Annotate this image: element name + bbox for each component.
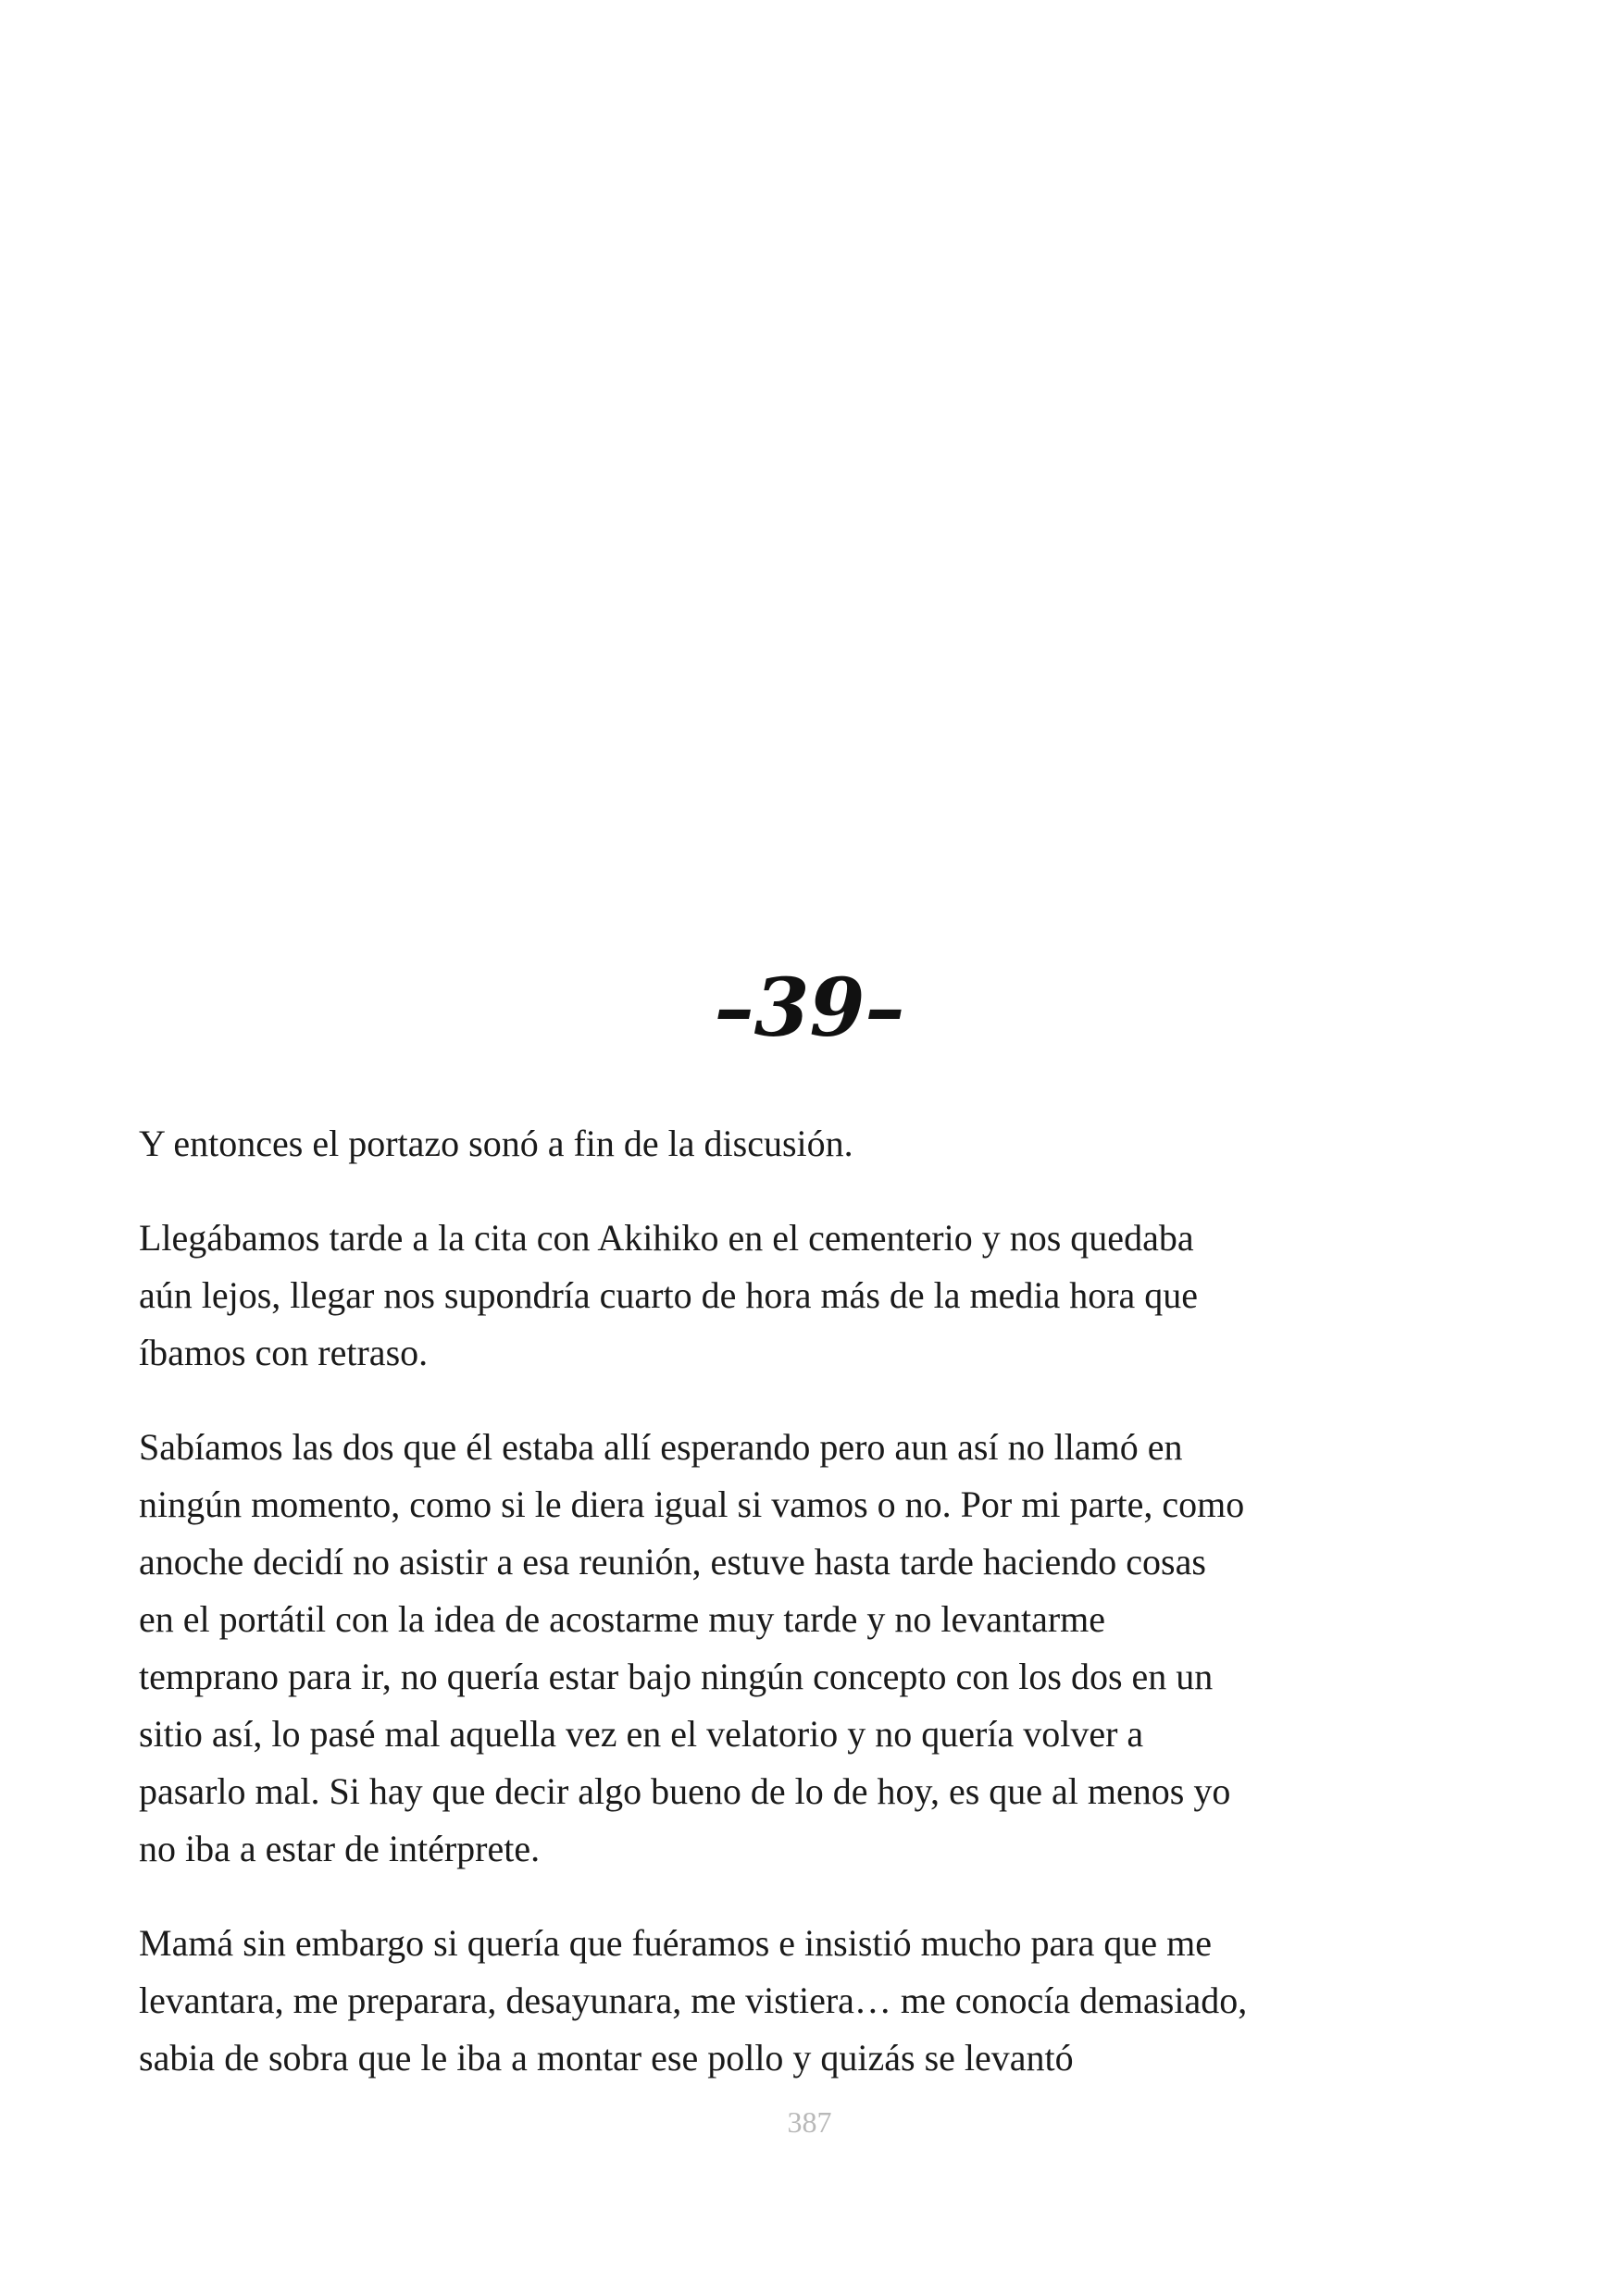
paragraph: [139, 1115, 1509, 1173]
paragraph: [139, 1419, 1509, 1878]
text-line: anoche decidí no asistir a esa reunión, estuve hasta tarde haciendo cosas: [139, 1541, 1206, 1582]
text-line: pasarlo mal. Si hay que decir algo bueno de lo de hoy, es que al menos yo: [139, 1770, 1231, 1812]
text-line: sabia de sobra que le iba a montar ese pollo y quizás se levantó: [139, 2037, 1074, 2079]
text-line: no iba a estar de intérprete.: [139, 1828, 541, 1869]
text-line: sitio así, lo pasé mal aquella vez en el velatorio y no quería volver a: [139, 1713, 1144, 1755]
text-line: levantara, me preparara, desayunara, me vistiera… me conocía demasiado,: [139, 1980, 1248, 2021]
text-line: en el portátil con la idea de acostarme muy tarde y no levantarme: [139, 1598, 1106, 1640]
text-line: Mamá sin embargo si quería que fuéramos e insistió mucho para que me: [139, 1922, 1212, 1964]
text-line: temprano para ir, no quería estar bajo ningún concepto con los dos en un: [139, 1656, 1214, 1697]
text-line: Llegábamos tarde a la cita con Akihiko en el cementerio y nos quedaba: [139, 1217, 1194, 1259]
text-line: aún lejos, llegar nos supondría cuarto de hora más de la media hora que: [139, 1274, 1199, 1316]
paragraph: [139, 1210, 1509, 1382]
body-text: [139, 1115, 1509, 2124]
text-line: Y entonces el portazo sonó a fin de la discusión.: [139, 1123, 853, 1164]
page-number: 387: [787, 2105, 832, 2139]
text-line: íbamos con retraso.: [139, 1332, 429, 1373]
paragraph: [139, 1915, 1509, 2087]
text-line: Sabíamos las dos que él estaba allí esperando pero aun así no llamó en: [139, 1426, 1183, 1468]
chapter-title: –39–: [714, 962, 905, 1055]
text-line: ningún momento, como si le diera igual si vamos o no. Por mi parte, como: [139, 1483, 1245, 1525]
